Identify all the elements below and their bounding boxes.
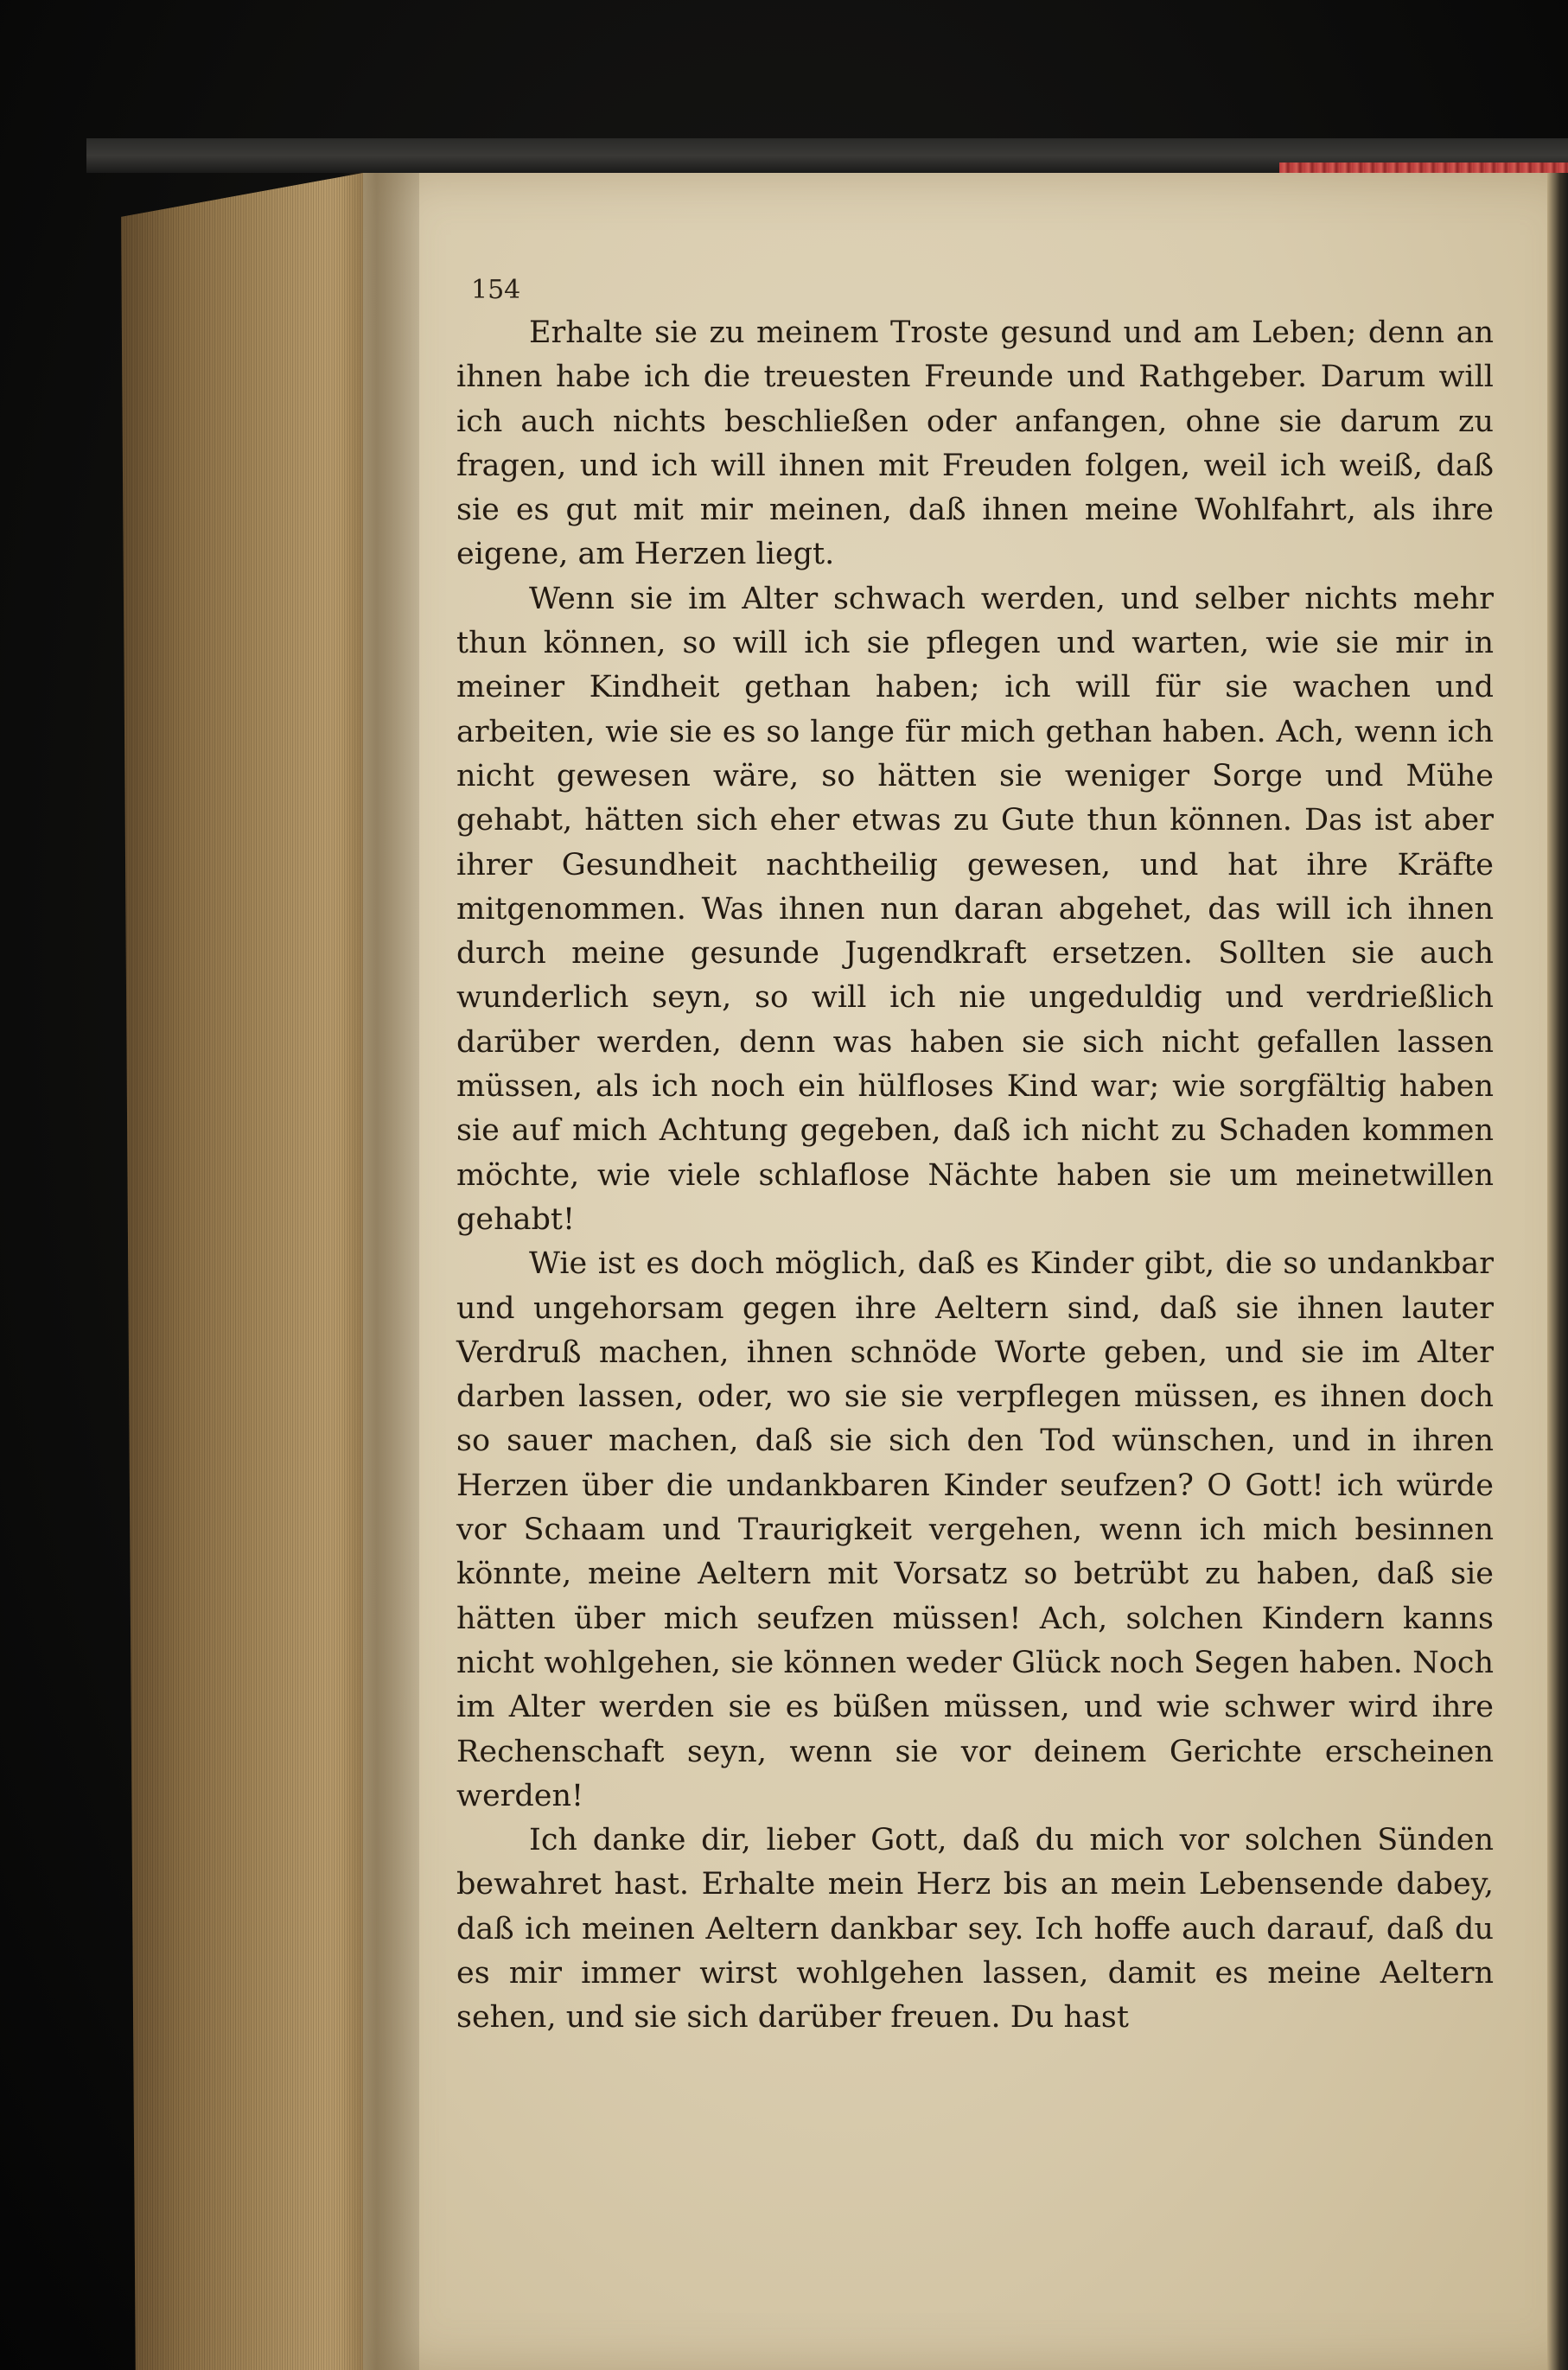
page-right-edge — [1547, 173, 1568, 2370]
spine-shadow — [341, 173, 419, 2370]
page-number: 154 — [471, 275, 521, 305]
page-text — [456, 311, 1494, 2041]
paragraph: Wenn sie im Alter schwach werden, und selber nichts mehr thun können, so will ich sie pflegen und warten, wie sie mir in meiner Kindheit gethan haben; ich will für sie wachen und arbeiten, wie sie es so lange für mich gethan haben. Ach, wenn ich nicht gewesen wäre, so hätten sie weniger Sorge und Mühe gehabt, hätten sich eher etwas zu Gute thun können. Das ist aber ihrer Gesundheit nachtheilig gewesen, und hat ihre Kräfte mitgenommen. Was ihnen nun daran abgehet, das will ich ihnen durch meine gesunde Jugendkraft ersetzen. Sollten sie auch wunderlich seyn, so will ich nie ungeduldig und verdrießlich darüber werden, denn was haben sie sich nicht gefallen lassen müssen, als ich noch ein hülfloses Kind war; wie sorgfältig haben sie auf mich Achtung gegeben, daß ich nicht zu Schaden kommen möchte, wie viele schlaflose Nächte haben sie um meinetwillen gehabt! — [456, 581, 1494, 1237]
paragraph: Wie ist es doch möglich, daß es Kinder gibt, die so undankbar und ungehorsam gegen ihre Aeltern sind, daß sie ihnen lauter Verdruß machen, ihnen schnöde Worte geben, und sie im Alter darben lassen, oder, wo sie sie verpflegen müssen, es ihnen doch so sauer machen, daß sie sich den Tod wünschen, und in ihren Herzen über die undankbaren Kinder seufzen? O Gott! ich würde vor Schaam und Traurigkeit vergehen, wenn ich mich besinnen könnte, meine Aeltern mit Vorsatz so betrübt zu haben, daß sie hätten über mich seufzen müssen! Ach, solchen Kindern kanns nicht wohlgehen, sie können weder Glück noch Segen haben. Noch im Alter werden sie es büßen müssen, und wie schwer wird ihre Rechenschaft seyn, wenn sie vor deinem Gerichte erscheinen werden! — [456, 1246, 1494, 1813]
page-block-edge — [121, 173, 363, 2370]
paragraph: Erhalte sie zu meinem Troste gesund und am Leben; denn an ihnen habe ich die treuesten Freunde und Rathgeber. Darum will ich auch nichts beschließen oder anfangen, ohne sie darum zu fragen, und ich will ihnen mit Freuden folgen, weil ich weiß, daß sie es gut mit mir meinen, daß ihnen meine Wohlfahrt, als ihre eigene, am Herzen liegt. — [456, 315, 1494, 572]
paragraph: Ich danke dir, lieber Gott, daß du mich vor solchen Sünden bewahret hast. Erhalte mein Herz bis an mein Lebensende dabey, daß ich meinen Aeltern dankbar sey. Ich hoffe auch darauf, daß du es mir immer wirst wohlgehen lassen, damit es meine Aeltern sehen, und sie sich darüber freuen. Du hast — [456, 1823, 1494, 2036]
